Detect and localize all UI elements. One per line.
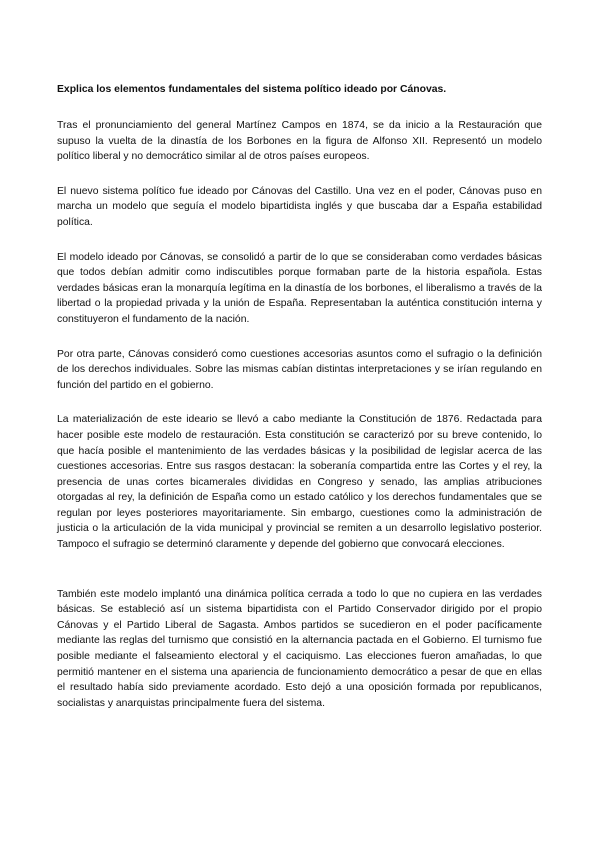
document-title: Explica los elementos fundamentales del sistema político ideado por Cánovas. [57,84,447,95]
paragraph-turnismo: También este modelo implantó una dinámica política cerrada a todo lo que no cupiera en las verdades básicas. Se estableció así un sistema bipartidista con el Partido Conservador dirigido por el propio Cánovas y el Partido Liberal de Sagasta. Ambos partidos se sucedieron en el poder pacíficamente mediante las reglas del turnismo que consistió en la alternancia pactada en el Gobierno. El turnismo fue posible mediante el falseamiento electoral y el caciquismo. Las elecciones fueron amañadas, lo que permitió mantener en el sistema una apariencia de funcionamiento democrático a pesar de que en ellas el resultado había sido previamente acordado. Esto dejó a una oposición formada por republicanos, socialistas y anarquistas principalmente fuera del sistema. [57,588,542,709]
document-page [57,82,542,730]
paragraph-constitucion-1876: La materialización de este ideario se llevó a cabo mediante la Constitución de 1876. Redactada para hacer posible este modelo de restauración. Esta constitución se caracterizó por su breve contenido, lo que hacía posible el mantenimiento de las verdades básicas y la posibilidad de legislar acerca de las cuestiones accesorias. Entre sus rasgos destacan: la soberanía compartida entre las Cortes y el rey, la presencia de unas cortes bicamerales divididas en Congreso y senado, las amplias atribuciones otorgadas al rey, la definición de España como un estado católico y los derechos fundamentales que se regulan por leyes posteriores mayoritariamente. Sin embargo, cuestiones como la administración de justicia o la articulación de la vida municipal y provincial se remiten a un desarrollo legislativo posterior. Tampoco el sufragio se determinó claramente y depende del gobierno que convocará elecciones. [57,414,542,551]
paragraph-nuevo-sistema: El nuevo sistema político fue ideado por Cánovas del Castillo. Una vez en el poder, Cánovas puso en marcha un modelo que seguía el modelo bipartidista inglés y que buscaba dar a España estabilidad política. [57,185,542,228]
paragraph-verdades-basicas: El modelo ideado por Cánovas, se consolidó a partir de lo que se consideraban como verdades básicas que todos debían admitir como indiscutibles porque formaban parte de la historia española. Estas verdades básicas eran la monarquía legítima en la dinastía de los borbones, el liberalismo a través de la libertad o la propiedad privada y la unión de España. Representaban la auténtica constitución interna y constituyeron el fundamento de la nación. [57,251,542,325]
paragraph-restauracion: Tras el pronunciamiento del general Martínez Campos en 1874, se da inicio a la Restauración que supuso la vuelta de la dinastía de los Borbones en la figura de Alfonso XII. Representó un modelo político liberal y no democrático similar al de otros países europeos. [57,120,542,163]
paragraph-cuestiones-accesorias: Por otra parte, Cánovas consideró como cuestiones accesorias asuntos como el sufragio o la definición de los derechos individuales. Sobre las mismas cabían distintas interpretaciones y se irían regulando en función del partido en el gobierno. [57,348,542,391]
